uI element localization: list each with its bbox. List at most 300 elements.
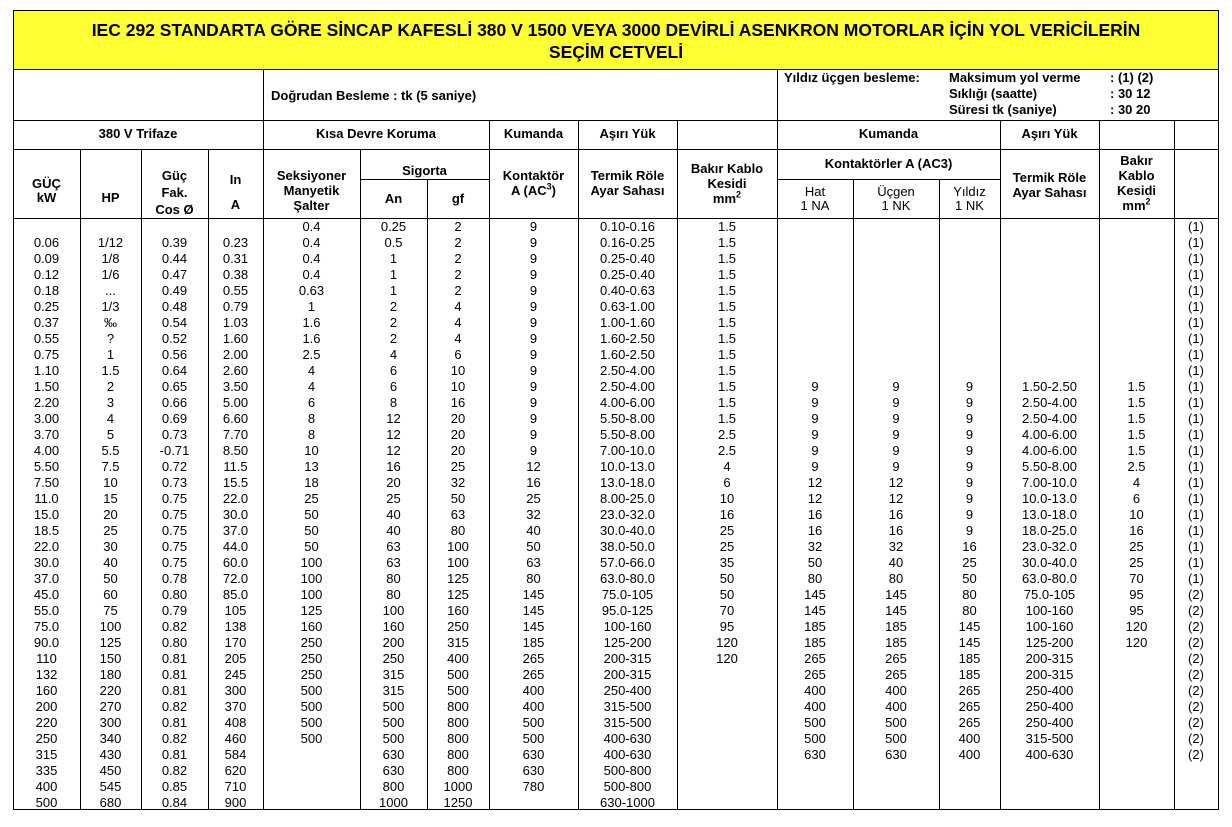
cell-start-mode: (2) bbox=[1188, 667, 1204, 682]
cell-power-factor: 0.66 bbox=[161, 395, 188, 410]
group-short-circuit: Kısa Devre Koruma bbox=[316, 126, 436, 141]
cell-contactor-line: 50 bbox=[807, 555, 823, 570]
cell-current: 370 bbox=[224, 699, 247, 714]
cell-start-mode: (1) bbox=[1188, 507, 1204, 522]
cell-contactor-star: 9 bbox=[965, 379, 974, 394]
rule-group-top bbox=[13, 120, 1219, 121]
cell-contactor: 9 bbox=[529, 443, 538, 458]
cell-thermal-relay-1: 0.25-0.40 bbox=[600, 251, 655, 266]
cell-contactor-delta: 9 bbox=[892, 427, 900, 442]
cell-contactor-delta: 32 bbox=[888, 539, 904, 554]
cell-contactor-star: 25 bbox=[962, 555, 977, 570]
cell-current: 11.5 bbox=[223, 459, 248, 474]
cell-start-mode: (1) bbox=[1188, 395, 1204, 410]
cell-disconnector: 500 bbox=[300, 683, 323, 698]
cell-fuse-gf: 4 bbox=[454, 299, 462, 314]
cell-disconnector: 50 bbox=[304, 539, 319, 554]
cell-power-factor: 0.82 bbox=[161, 763, 188, 778]
cell-cable-section-1: 16 bbox=[719, 507, 735, 522]
cell-hp: 50 bbox=[103, 571, 118, 586]
cell-power-kw: 1.50 bbox=[33, 379, 60, 394]
cell-disconnector: 2.5 bbox=[302, 347, 321, 362]
cell-cable-section-2: 1.5 bbox=[1127, 411, 1146, 426]
cell-fuse-gf: 63 bbox=[450, 507, 466, 522]
cell-hp: 1 bbox=[106, 347, 115, 362]
cell-disconnector: 250 bbox=[300, 635, 323, 650]
group-overload-1: Aşırı Yük bbox=[599, 126, 656, 141]
cell-power-kw: 250 bbox=[35, 731, 58, 746]
cell-thermal-relay-2: 5.50-8.00 bbox=[1022, 459, 1077, 474]
cell-power-kw: 0.75 bbox=[33, 347, 60, 362]
cell-fuse-an: 1 bbox=[389, 283, 398, 298]
cell-contactor: 9 bbox=[529, 379, 538, 394]
cell-hp: ... bbox=[105, 283, 116, 298]
col-contactors-ac3: Kontaktörler A (AC3) bbox=[824, 156, 953, 171]
cell-contactor: 80 bbox=[526, 571, 541, 586]
cell-hp: 30 bbox=[103, 539, 118, 554]
cell-start-mode: (1) bbox=[1188, 251, 1204, 266]
cell-fuse-an: 80 bbox=[386, 587, 401, 602]
cell-fuse-an: 12 bbox=[386, 411, 401, 426]
cell-disconnector: 10 bbox=[304, 443, 319, 458]
cell-fuse-an: 250 bbox=[382, 651, 405, 666]
table-row bbox=[13, 363, 1219, 379]
cell-cable-section-1: 1.5 bbox=[717, 331, 737, 346]
cell-start-mode: (2) bbox=[1188, 587, 1204, 602]
cell-power-factor: 0.48 bbox=[161, 299, 188, 314]
cell-thermal-relay-2: 250-400 bbox=[1025, 699, 1074, 714]
cell-power-factor: 0.73 bbox=[161, 427, 188, 442]
cell-contactor-delta: 265 bbox=[885, 651, 907, 666]
table-row bbox=[13, 267, 1219, 283]
cell-power-kw: 7.50 bbox=[33, 475, 60, 490]
cell-contactor-star: 400 bbox=[958, 731, 981, 746]
table-row bbox=[13, 315, 1219, 331]
cell-contactor: 400 bbox=[522, 683, 545, 698]
cell-start-mode: (1) bbox=[1188, 331, 1204, 346]
cell-fuse-gf: 800 bbox=[447, 699, 469, 714]
cell-current: 1.03 bbox=[222, 315, 249, 330]
cell-power-factor: 0.54 bbox=[161, 315, 188, 330]
cell-contactor-star: 9 bbox=[965, 491, 974, 506]
cell-disconnector: 0.4 bbox=[302, 219, 321, 234]
cell-contactor-star: 9 bbox=[965, 523, 974, 538]
cell-fuse-gf: 50 bbox=[450, 491, 466, 506]
cell-contactor-line: 500 bbox=[804, 715, 826, 730]
cell-power-kw: 0.18 bbox=[33, 283, 60, 298]
cell-fuse-gf: 4 bbox=[454, 315, 462, 330]
table-row bbox=[13, 779, 1219, 795]
cell-cable-section-2: 10 bbox=[1129, 507, 1144, 522]
cell-fuse-gf: 16 bbox=[450, 395, 466, 410]
cell-power-factor: 0.75 bbox=[161, 491, 188, 506]
cell-cable-section-2: 120 bbox=[1125, 635, 1148, 650]
cell-start-mode: (1) bbox=[1188, 539, 1204, 554]
cell-power-factor: 0.39 bbox=[161, 235, 188, 250]
cell-fuse-gf: 500 bbox=[447, 667, 469, 682]
cell-fuse-an: 315 bbox=[382, 683, 405, 698]
cell-current: 2.60 bbox=[222, 363, 249, 378]
cell-hp: 25 bbox=[103, 523, 118, 538]
cell-current: 1.60 bbox=[222, 331, 249, 346]
cell-current: 170 bbox=[224, 635, 247, 650]
cell-fuse-gf: 125 bbox=[447, 587, 469, 602]
cell-hp: 1/6 bbox=[101, 267, 120, 282]
cell-cable-section-1: 10 bbox=[719, 491, 735, 506]
cell-thermal-relay-2: 30.0-40.0 bbox=[1022, 555, 1077, 570]
cell-fuse-gf: 10 bbox=[450, 379, 466, 394]
cell-thermal-relay-2: 200-315 bbox=[1025, 651, 1074, 666]
col-line: Hat 1 NA bbox=[800, 184, 830, 213]
cell-contactor-delta: 16 bbox=[888, 507, 904, 522]
cell-thermal-relay-2: 400-630 bbox=[1025, 747, 1074, 762]
cell-hp: 125 bbox=[99, 635, 122, 650]
cell-power-factor: 0.81 bbox=[161, 715, 188, 730]
table-row bbox=[13, 715, 1219, 731]
cell-disconnector: 250 bbox=[300, 651, 323, 666]
cell-contactor: 185 bbox=[522, 635, 545, 650]
cell-disconnector: 0.63 bbox=[298, 283, 325, 298]
cell-thermal-relay-1: 1.60-2.50 bbox=[600, 347, 655, 362]
cell-contactor: 145 bbox=[522, 619, 545, 634]
cell-power-factor: 0.75 bbox=[161, 539, 188, 554]
cell-current: 85.0 bbox=[222, 587, 249, 602]
title-line-1: IEC 292 STANDARTA GÖRE SİNCAP KAFESLİ 380 V 1500 VEYA 3000 DEVİRLİ ASENKRON MOTORLAR İÇİN YOL VERİCİLERİN bbox=[91, 20, 1141, 40]
table-row bbox=[13, 539, 1219, 555]
cell-thermal-relay-1: 95.0-125 bbox=[601, 603, 654, 618]
cell-thermal-relay-2: 4.00-6.00 bbox=[1022, 427, 1077, 442]
cell-contactor-line: 9 bbox=[811, 427, 819, 442]
title-line-2: SEÇİM CETVELİ bbox=[548, 42, 684, 62]
cell-power-factor: 0.82 bbox=[161, 619, 188, 634]
cell-cable-section-1: 1.5 bbox=[717, 379, 737, 394]
cell-power-kw: 0.25 bbox=[33, 299, 60, 314]
table-row bbox=[13, 651, 1219, 667]
cell-current: 8.50 bbox=[222, 443, 249, 458]
cell-contactor-star: 9 bbox=[965, 411, 974, 426]
cell-cable-section-1: 35 bbox=[719, 555, 735, 570]
cell-start-mode: (1) bbox=[1188, 347, 1204, 362]
cell-fuse-gf: 2 bbox=[454, 283, 462, 298]
table-row bbox=[13, 795, 1219, 811]
cell-contactor-line: 12 bbox=[807, 475, 823, 490]
cell-thermal-relay-1: 250-400 bbox=[603, 683, 652, 698]
cell-thermal-relay-1: 2.50-4.00 bbox=[600, 363, 655, 378]
cell-start-mode: (1) bbox=[1188, 299, 1204, 314]
cell-cable-section-1: 1.5 bbox=[717, 299, 737, 314]
cell-contactor-line: 9 bbox=[811, 379, 819, 394]
cell-thermal-relay-1: 125-200 bbox=[603, 635, 652, 650]
col-current: In A bbox=[229, 172, 242, 212]
table-row bbox=[13, 459, 1219, 475]
cell-contactor: 9 bbox=[529, 283, 538, 298]
table-row bbox=[13, 587, 1219, 603]
cell-fuse-gf: 315 bbox=[447, 635, 469, 650]
cell-thermal-relay-1: 0.25-0.40 bbox=[600, 267, 655, 282]
cell-contactor-star: 265 bbox=[958, 699, 981, 714]
cell-contactor-star: 16 bbox=[962, 539, 977, 554]
cell-cable-section-1: 25 bbox=[719, 523, 735, 538]
cell-power-kw: 110 bbox=[36, 651, 57, 666]
cell-current: 105 bbox=[224, 603, 247, 618]
table-row bbox=[13, 251, 1219, 267]
col-star: Yıldız 1 NK bbox=[953, 184, 986, 213]
table-row bbox=[13, 555, 1219, 571]
cell-contactor-delta: 500 bbox=[885, 715, 907, 730]
cell-disconnector: 500 bbox=[300, 731, 323, 746]
cell-power-kw: 37.0 bbox=[33, 571, 60, 586]
cell-thermal-relay-1: 23.0-32.0 bbox=[600, 507, 655, 522]
cell-power-kw: 90.0 bbox=[33, 635, 60, 650]
cell-hp: 15 bbox=[103, 491, 118, 506]
cell-thermal-relay-1: 1.60-2.50 bbox=[600, 331, 655, 346]
table-row bbox=[13, 411, 1219, 427]
cell-fuse-an: 0.25 bbox=[380, 219, 407, 234]
cell-disconnector: 1.6 bbox=[302, 315, 321, 330]
star-row-3-value: : 30 20 bbox=[1110, 102, 1151, 117]
cell-cable-section-1: 4 bbox=[723, 459, 731, 474]
cell-cable-section-1: 1.5 bbox=[717, 411, 737, 426]
table-row bbox=[13, 747, 1219, 763]
cell-cable-section-1: 95 bbox=[719, 619, 735, 634]
cell-contactor-delta: 9 bbox=[892, 411, 900, 426]
cell-cable-section-2: 1.5 bbox=[1127, 427, 1146, 442]
cell-power-kw: 18.5 bbox=[33, 523, 60, 538]
cell-disconnector: 0.4 bbox=[302, 235, 321, 250]
rule-sigorta bbox=[360, 179, 489, 180]
cell-power-factor: 0.52 bbox=[161, 331, 188, 346]
cell-fuse-gf: 80 bbox=[450, 523, 466, 538]
cell-thermal-relay-2: 2.50-4.00 bbox=[1022, 411, 1077, 426]
cell-contactor-delta: 9 bbox=[892, 395, 900, 410]
cell-hp: 300 bbox=[99, 715, 122, 730]
cell-disconnector: 500 bbox=[300, 699, 323, 714]
rule-top-b bbox=[777, 70, 778, 120]
direct-feed-label: Doğrudan Besleme : tk (5 saniye) bbox=[271, 88, 477, 103]
cell-thermal-relay-1: 8.00-25.0 bbox=[600, 491, 655, 506]
cell-cable-section-1: 1.5 bbox=[717, 219, 737, 234]
cell-cable-section-2: 95 bbox=[1129, 587, 1144, 602]
cell-disconnector: 8 bbox=[307, 427, 316, 442]
group-control-1: Kumanda bbox=[503, 126, 564, 141]
col-thermal-relay-2: Termik Röle Ayar Sahası bbox=[1012, 170, 1087, 200]
cell-contactor-line: 265 bbox=[804, 651, 826, 666]
table-row bbox=[13, 379, 1219, 395]
cell-fuse-gf: 10 bbox=[450, 363, 466, 378]
cell-contactor: 9 bbox=[529, 331, 538, 346]
cell-power-factor: 0.47 bbox=[161, 267, 188, 282]
cell-power-kw: 75.0 bbox=[33, 619, 60, 634]
cell-contactor-delta: 40 bbox=[888, 555, 904, 570]
cell-power-kw: 1.10 bbox=[33, 363, 60, 378]
cell-thermal-relay-1: 75.0-105 bbox=[601, 587, 654, 602]
cell-start-mode: (1) bbox=[1188, 555, 1204, 570]
cell-disconnector: 0.4 bbox=[302, 251, 321, 266]
cell-thermal-relay-1: 630-1000 bbox=[600, 795, 655, 810]
cell-cable-section-2: 6 bbox=[1132, 491, 1141, 506]
cell-power-factor: 0.81 bbox=[161, 667, 188, 682]
star-row-2-value: : 30 12 bbox=[1110, 86, 1151, 101]
cell-contactor: 780 bbox=[522, 779, 545, 794]
cell-disconnector: 1.6 bbox=[302, 331, 321, 346]
cell-contactor-star: 145 bbox=[958, 635, 981, 650]
cell-fuse-an: 200 bbox=[382, 635, 405, 650]
cell-contactor-star: 265 bbox=[958, 715, 981, 730]
table-row bbox=[13, 635, 1219, 651]
table-row bbox=[13, 427, 1219, 443]
cell-power-factor: 0.81 bbox=[161, 747, 188, 762]
col-delta: Üçgen 1 NK bbox=[877, 184, 915, 213]
cell-thermal-relay-1: 13.0-18.0 bbox=[600, 475, 655, 490]
cell-cable-section-1: 1.5 bbox=[717, 235, 737, 250]
table-row bbox=[13, 235, 1219, 251]
cell-hp: 75 bbox=[103, 603, 118, 618]
cell-fuse-an: 160 bbox=[382, 619, 405, 634]
col-contactor: Kontaktör A $(AC^3)$ bbox=[502, 168, 565, 198]
cell-current: 15.5 bbox=[222, 475, 249, 490]
table-row bbox=[13, 763, 1219, 779]
cell-start-mode: (1) bbox=[1188, 475, 1204, 490]
cell-cable-section-1: 50 bbox=[719, 587, 735, 602]
cell-contactor-line: 9 bbox=[811, 411, 819, 426]
cell-current: 22.0 bbox=[222, 491, 249, 506]
cell-disconnector: 100 bbox=[300, 555, 323, 570]
cell-cable-section-2: 25 bbox=[1129, 539, 1144, 554]
cell-disconnector: 13 bbox=[304, 459, 319, 474]
table-row bbox=[13, 283, 1219, 299]
cell-contactor-delta: 9 bbox=[892, 379, 900, 394]
cell-current: 620 bbox=[224, 763, 247, 778]
cell-thermal-relay-2: 4.00-6.00 bbox=[1022, 443, 1077, 458]
cell-contactor-delta: 400 bbox=[885, 683, 907, 698]
star-delta-label: Yıldız üçgen besleme: bbox=[784, 70, 920, 85]
cell-contactor-line: 9 bbox=[811, 395, 819, 410]
cell-current: 44.0 bbox=[222, 539, 249, 554]
cell-hp: ? bbox=[106, 331, 115, 346]
cell-contactor: 500 bbox=[522, 731, 545, 746]
cell-current: 0.23 bbox=[222, 235, 249, 250]
cell-fuse-an: 40 bbox=[386, 507, 401, 522]
cell-fuse-an: 500 bbox=[382, 699, 405, 714]
cell-start-mode: (1) bbox=[1188, 411, 1204, 426]
cell-current: 300 bbox=[224, 683, 247, 698]
cell-start-mode: (1) bbox=[1188, 219, 1204, 234]
cell-fuse-gf: 4 bbox=[454, 331, 462, 346]
cell-contactor: 630 bbox=[522, 747, 545, 762]
cell-power-kw: 160 bbox=[35, 683, 58, 698]
cell-disconnector: 4 bbox=[307, 379, 316, 394]
cell-hp: 180 bbox=[99, 667, 122, 682]
cell-thermal-relay-1: 400-630 bbox=[603, 747, 652, 762]
cell-current: 245 bbox=[224, 667, 247, 682]
cell-contactor-delta: 16 bbox=[888, 523, 904, 538]
table-row bbox=[13, 667, 1219, 683]
cell-contactor: 32 bbox=[526, 507, 541, 522]
table-row bbox=[13, 219, 1219, 235]
cell-thermal-relay-1: 315-500 bbox=[603, 715, 652, 730]
cell-fuse-gf: 800 bbox=[447, 731, 469, 746]
cell-power-kw: 200 bbox=[35, 699, 58, 714]
cell-thermal-relay-2: 200-315 bbox=[1025, 667, 1074, 682]
cell-fuse-an: 2 bbox=[389, 315, 398, 330]
cell-current: 584 bbox=[224, 747, 247, 762]
cell-fuse-gf: 100 bbox=[447, 555, 469, 570]
cell-fuse-an: 2 bbox=[389, 299, 398, 314]
cell-disconnector: 4 bbox=[307, 363, 316, 378]
cell-fuse-gf: 800 bbox=[447, 763, 469, 778]
cell-contactor-line: 80 bbox=[807, 571, 823, 586]
cell-hp: 450 bbox=[99, 763, 122, 778]
star-row-2-name: Sıklığı (saatte) bbox=[949, 86, 1038, 101]
cell-power-kw: 0.37 bbox=[33, 315, 60, 330]
cell-thermal-relay-2: 125-200 bbox=[1025, 635, 1074, 650]
cell-fuse-an: 6 bbox=[389, 379, 398, 394]
cell-fuse-gf: 6 bbox=[454, 347, 462, 362]
cell-start-mode: (2) bbox=[1188, 635, 1204, 650]
cell-thermal-relay-2: 315-500 bbox=[1025, 731, 1074, 746]
cell-fuse-an: 4 bbox=[389, 347, 398, 362]
cell-contactor: 50 bbox=[526, 539, 541, 554]
table-row bbox=[13, 299, 1219, 315]
cell-current: 7.70 bbox=[222, 427, 249, 442]
cell-disconnector: 160 bbox=[300, 619, 323, 634]
cell-power-factor: 0.44 bbox=[161, 251, 188, 266]
cell-power-factor: 0.79 bbox=[161, 603, 188, 618]
cell-current: 0.31 bbox=[222, 251, 249, 266]
cell-cable-section-2: 120 bbox=[1125, 619, 1148, 634]
cell-thermal-relay-1: 10.0-13.0 bbox=[600, 459, 655, 474]
cell-power-factor: 0.81 bbox=[161, 683, 188, 698]
cell-contactor-star: 9 bbox=[965, 507, 974, 522]
cell-thermal-relay-1: 500-800 bbox=[603, 763, 652, 778]
table-title bbox=[13, 10, 1219, 70]
cell-start-mode: (2) bbox=[1188, 747, 1204, 762]
table-row bbox=[13, 347, 1219, 363]
cell-hp: 4 bbox=[106, 411, 115, 426]
cell-power-kw: 30.0 bbox=[33, 555, 60, 570]
cell-start-mode: (1) bbox=[1188, 523, 1204, 538]
cell-contactor: 265 bbox=[522, 667, 545, 682]
cell-thermal-relay-2: 250-400 bbox=[1025, 683, 1074, 698]
cell-contactor-line: 185 bbox=[804, 619, 826, 634]
cell-thermal-relay-2: 63.0-80.0 bbox=[1022, 571, 1077, 586]
cell-power-factor: -0.71 bbox=[159, 443, 190, 458]
cell-fuse-an: 630 bbox=[382, 747, 405, 762]
cell-power-factor: 0.49 bbox=[161, 283, 188, 298]
cell-cable-section-1: 1.5 bbox=[717, 251, 737, 266]
cell-contactor: 25 bbox=[526, 491, 541, 506]
cell-cable-section-2: 16 bbox=[1129, 523, 1144, 538]
cell-disconnector: 8 bbox=[307, 411, 316, 426]
cell-current: 0.79 bbox=[222, 299, 249, 314]
cell-thermal-relay-2: 18.0-25.0 bbox=[1022, 523, 1077, 538]
cell-current: 205 bbox=[224, 651, 247, 666]
rule-group-bottom bbox=[13, 149, 1219, 150]
cell-hp: 545 bbox=[99, 779, 122, 794]
cell-thermal-relay-1: 400-630 bbox=[603, 731, 652, 746]
cell-fuse-an: 6 bbox=[389, 363, 398, 378]
cell-fuse-gf: 1000 bbox=[443, 779, 473, 794]
cell-cable-section-2: 70 bbox=[1129, 571, 1144, 586]
cell-contactor-star: 400 bbox=[958, 747, 981, 762]
cell-thermal-relay-1: 5.50-8.00 bbox=[600, 427, 655, 442]
cell-hp: 3 bbox=[106, 395, 115, 410]
cell-current: 37.0 bbox=[222, 523, 249, 538]
cell-contactor: 9 bbox=[529, 427, 538, 442]
cell-thermal-relay-1: 2.50-4.00 bbox=[600, 379, 655, 394]
cell-contactor: 40 bbox=[526, 523, 541, 538]
star-row-3-name: Süresi tk (saniye) bbox=[949, 102, 1057, 117]
